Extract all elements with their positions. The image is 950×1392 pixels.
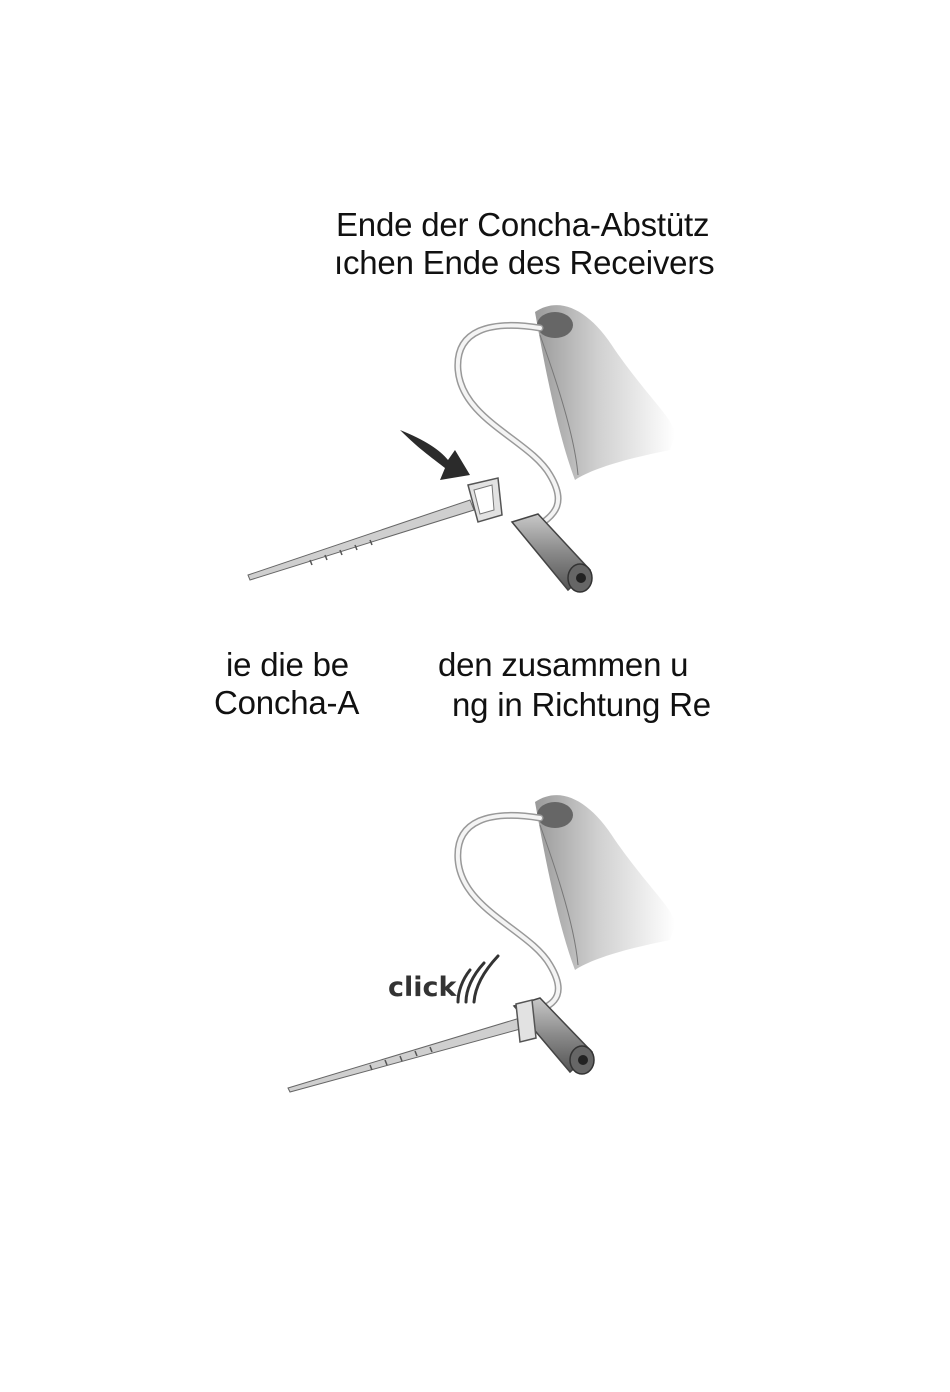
- step2-text-line1-right: den zusammen u: [438, 646, 689, 683]
- receiver-body: [512, 514, 592, 592]
- step2-text-line2-left-clip: [214, 684, 360, 721]
- illustration-step2: [270, 780, 690, 1100]
- step1-text-line1: Ende der Concha-Abstütz: [336, 206, 710, 243]
- concha-retention: [248, 478, 502, 580]
- direction-arrow-icon: [400, 430, 470, 480]
- illustration-step1: [230, 290, 690, 610]
- step2-text-line2-right: ng in Richtung Re: [452, 686, 711, 723]
- step1-text-line2: ıchen Ende des Receivers: [334, 244, 715, 281]
- step2-text-line2-left: Concha-A: [214, 684, 360, 721]
- step2-text-line1-left: ie die be: [226, 646, 349, 683]
- concha-retention: [288, 1000, 536, 1092]
- step1-text-line1-clip: [336, 206, 712, 243]
- click-label: click: [388, 972, 457, 1003]
- click-sound-waves-icon: [458, 956, 498, 1002]
